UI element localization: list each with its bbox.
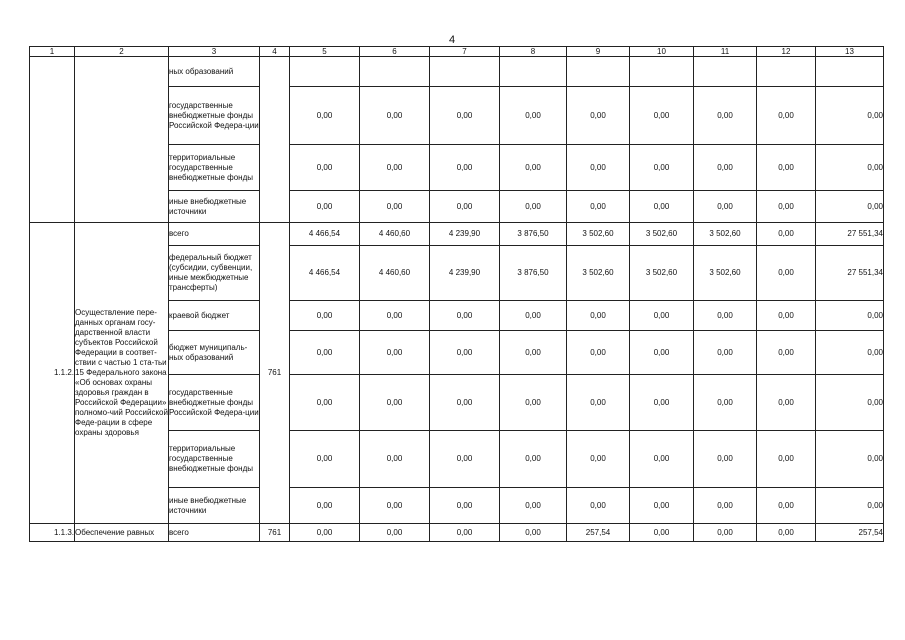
value-col-8: 3 876,50 (500, 223, 567, 246)
value-col-13: 0,00 (816, 145, 884, 191)
value-col-6: 0,00 (360, 191, 430, 223)
value-col-11 (694, 57, 757, 87)
value-col-8: 0,00 (500, 87, 567, 145)
column-header-5: 5 (290, 47, 360, 57)
value-col-13: 0,00 (816, 431, 884, 488)
value-col-12: 0,00 (757, 191, 816, 223)
column-header-1: 1 (30, 47, 75, 57)
value-col-8: 0,00 (500, 488, 567, 524)
value-col-11: 0,00 (694, 331, 757, 375)
value-col-6: 0,00 (360, 488, 430, 524)
value-col-12: 0,00 (757, 145, 816, 191)
program-funding-table (29, 46, 884, 542)
value-col-7: 0,00 (430, 301, 500, 331)
value-col-12: 0,00 (757, 431, 816, 488)
table-row (30, 57, 884, 87)
value-col-10: 0,00 (630, 375, 694, 431)
value-col-10: 0,00 (630, 87, 694, 145)
funding-source: федеральный бюджет (субсидии, субвенции, иные межбюджетные трансферты) (169, 246, 260, 301)
item-description: Обеспечение равных (75, 524, 169, 542)
value-col-6: 0,00 (360, 87, 430, 145)
value-col-5: 0,00 (290, 87, 360, 145)
value-col-8: 3 876,50 (500, 246, 567, 301)
value-col-9: 0,00 (567, 191, 630, 223)
column-header-4: 4 (260, 47, 290, 57)
value-col-9 (567, 57, 630, 87)
value-col-5: 0,00 (290, 191, 360, 223)
value-col-11: 0,00 (694, 87, 757, 145)
value-col-13: 0,00 (816, 301, 884, 331)
value-col-10 (630, 57, 694, 87)
column-header-11: 11 (694, 47, 757, 57)
column-header-2: 2 (75, 47, 169, 57)
budget-code: 761 (260, 524, 290, 542)
value-col-9: 3 502,60 (567, 246, 630, 301)
budget-code (260, 57, 290, 223)
value-col-5: 0,00 (290, 145, 360, 191)
item-description: Осуществление пере-данных органам госу-дарственной власти субъектов Российской Федерации в соответ-ствии с частью 1 ста-тьи 15 Федерального закона «Об основах охраны здоровья граждан в Российской Федерации» полномо-чий Российской Феде-рации в сфере охраны здоровья (75, 223, 169, 524)
value-col-7: 0,00 (430, 145, 500, 191)
value-col-7: 0,00 (430, 524, 500, 542)
value-col-11: 0,00 (694, 431, 757, 488)
item-number (30, 57, 75, 223)
value-col-10: 0,00 (630, 431, 694, 488)
value-col-7: 0,00 (430, 488, 500, 524)
value-col-7: 0,00 (430, 331, 500, 375)
column-header-3: 3 (169, 47, 260, 57)
value-col-12: 0,00 (757, 375, 816, 431)
value-col-5: 0,00 (290, 431, 360, 488)
funding-source: краевой бюджет (169, 301, 260, 331)
value-col-5 (290, 57, 360, 87)
value-col-9: 0,00 (567, 301, 630, 331)
value-col-9: 0,00 (567, 145, 630, 191)
column-header-8: 8 (500, 47, 567, 57)
value-col-12: 0,00 (757, 301, 816, 331)
funding-source: государственные внебюджетные фонды Российской Федера-ции (169, 87, 260, 145)
value-col-9: 0,00 (567, 431, 630, 488)
value-col-6: 0,00 (360, 375, 430, 431)
value-col-5: 0,00 (290, 375, 360, 431)
column-header-12: 12 (757, 47, 816, 57)
value-col-13: 0,00 (816, 488, 884, 524)
value-col-8: 0,00 (500, 191, 567, 223)
funding-source: ных образований (169, 57, 260, 87)
value-col-12: 0,00 (757, 223, 816, 246)
value-col-6: 0,00 (360, 145, 430, 191)
value-col-8: 0,00 (500, 301, 567, 331)
value-col-10: 0,00 (630, 488, 694, 524)
item-number: 1.1.2. (30, 223, 75, 524)
item-description (75, 57, 169, 223)
value-col-10: 3 502,60 (630, 246, 694, 301)
value-col-9: 0,00 (567, 331, 630, 375)
value-col-6: 0,00 (360, 524, 430, 542)
value-col-13 (816, 57, 884, 87)
value-col-10: 0,00 (630, 524, 694, 542)
value-col-13: 0,00 (816, 375, 884, 431)
value-col-13: 0,00 (816, 191, 884, 223)
column-header-13: 13 (816, 47, 884, 57)
value-col-11: 0,00 (694, 191, 757, 223)
item-number: 1.1.3. (30, 524, 75, 542)
table-row (30, 223, 884, 246)
funding-source: территориальные государственные внебюджетные фонды (169, 145, 260, 191)
value-col-5: 4 466,54 (290, 246, 360, 301)
budget-code: 761 (260, 223, 290, 524)
value-col-12: 0,00 (757, 87, 816, 145)
value-col-7: 0,00 (430, 191, 500, 223)
value-col-9: 0,00 (567, 87, 630, 145)
funding-source: иные внебюджетные источники (169, 191, 260, 223)
value-col-6: 0,00 (360, 301, 430, 331)
value-col-10: 3 502,60 (630, 223, 694, 246)
funding-source: всего (169, 223, 260, 246)
value-col-11: 0,00 (694, 524, 757, 542)
value-col-13: 257,54 (816, 524, 884, 542)
value-col-11: 0,00 (694, 145, 757, 191)
value-col-11: 3 502,60 (694, 246, 757, 301)
value-col-7: 4 239,90 (430, 223, 500, 246)
value-col-6: 4 460,60 (360, 246, 430, 301)
value-col-10: 0,00 (630, 145, 694, 191)
value-col-7: 0,00 (430, 375, 500, 431)
value-col-7: 4 239,90 (430, 246, 500, 301)
value-col-5: 0,00 (290, 331, 360, 375)
value-col-9: 257,54 (567, 524, 630, 542)
value-col-12: 0,00 (757, 524, 816, 542)
value-col-10: 0,00 (630, 331, 694, 375)
funding-source: государственные внебюджетные фонды Российской Федера-ции (169, 375, 260, 431)
value-col-11: 0,00 (694, 375, 757, 431)
value-col-11: 3 502,60 (694, 223, 757, 246)
value-col-8: 0,00 (500, 331, 567, 375)
value-col-6: 0,00 (360, 431, 430, 488)
value-col-13: 0,00 (816, 87, 884, 145)
value-col-6: 4 460,60 (360, 223, 430, 246)
value-col-13: 27 551,34 (816, 246, 884, 301)
funding-source: бюджет муниципаль-ных образований (169, 331, 260, 375)
funding-source: иные внебюджетные источники (169, 488, 260, 524)
value-col-8: 0,00 (500, 145, 567, 191)
value-col-8: 0,00 (500, 524, 567, 542)
value-col-10: 0,00 (630, 191, 694, 223)
value-col-11: 0,00 (694, 488, 757, 524)
value-col-7 (430, 57, 500, 87)
table-row (30, 524, 884, 542)
page-number: 4 (449, 34, 456, 46)
value-col-11: 0,00 (694, 301, 757, 331)
value-col-7: 0,00 (430, 87, 500, 145)
column-header-9: 9 (567, 47, 630, 57)
value-col-13: 0,00 (816, 331, 884, 375)
value-col-5: 0,00 (290, 524, 360, 542)
value-col-5: 0,00 (290, 301, 360, 331)
value-col-12: 0,00 (757, 488, 816, 524)
value-col-9: 0,00 (567, 375, 630, 431)
value-col-9: 0,00 (567, 488, 630, 524)
value-col-8: 0,00 (500, 431, 567, 488)
value-col-12 (757, 57, 816, 87)
value-col-5: 4 466,54 (290, 223, 360, 246)
value-col-9: 3 502,60 (567, 223, 630, 246)
column-header-7: 7 (430, 47, 500, 57)
value-col-13: 27 551,34 (816, 223, 884, 246)
value-col-8 (500, 57, 567, 87)
value-col-5: 0,00 (290, 488, 360, 524)
value-col-6: 0,00 (360, 331, 430, 375)
value-col-8: 0,00 (500, 375, 567, 431)
value-col-6 (360, 57, 430, 87)
value-col-10: 0,00 (630, 301, 694, 331)
value-col-7: 0,00 (430, 431, 500, 488)
column-header-6: 6 (360, 47, 430, 57)
funding-source: всего (169, 524, 260, 542)
column-header-row (30, 47, 884, 57)
value-col-12: 0,00 (757, 246, 816, 301)
funding-source: территориальные государственные внебюджетные фонды (169, 431, 260, 488)
value-col-12: 0,00 (757, 331, 816, 375)
column-header-10: 10 (630, 47, 694, 57)
